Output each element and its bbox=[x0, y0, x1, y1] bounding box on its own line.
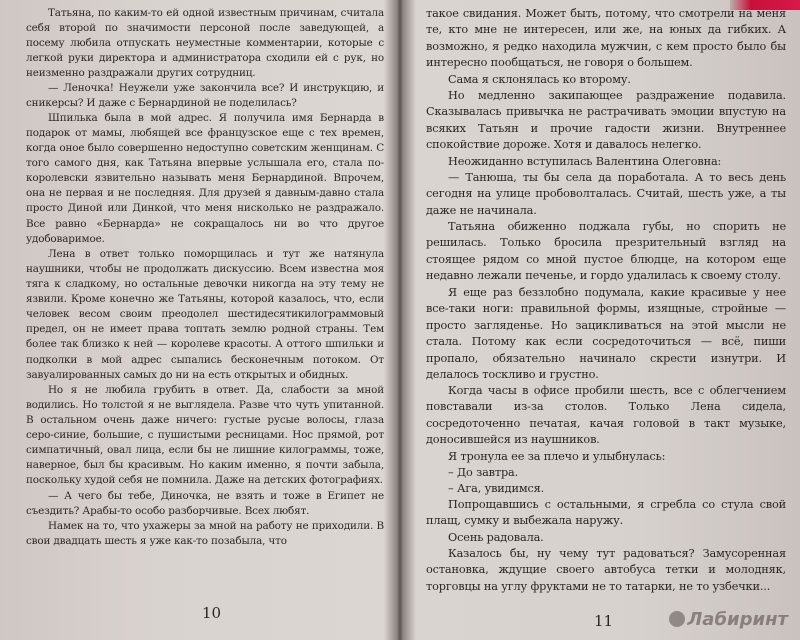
paragraph: Но я не любила грубить в ответ. Да, слабости за мной водились. Но толстой я не выглядела. Разве что чуть упитанной. В остальном очень даже ничего: густые русые волосы, глаза серо-синие, большие, с пушистыми ресницами. Нос прямой, рот симпатичный, овал лица, если бы не лишние килограммы, тоже, наверное, был бы красивым. Но каким именно, я почти забыла, поскольку худой себя не помнила. Даже на детских фотографиях. bbox=[26, 384, 384, 487]
paragraph: – Ага, увидимся. bbox=[448, 482, 545, 495]
page-number: 10 bbox=[202, 604, 222, 622]
paragraph: — Леночка! Неужели уже закончила все? И инструкцию, и сникерсы? И даже с Бернардиной не поделилась? bbox=[26, 82, 384, 110]
paragraph: Я еще раз беззлобно подумала, какие красивые у нее все-таки ноги: правильной формы, изящные, стройные — просто загляденье. Но зацикливаться на этой мысли не стала. Потому как если сосредоточиться — всё, пиши пропало, обязательно начинало скрести изнутри. И делалось тоскливо и грустно. bbox=[426, 286, 786, 381]
paragraph: — А чего бы тебе, Диночка, не взять и тоже в Египет не съездить? Арабы-то особо разборчивые. Всех любят. bbox=[26, 490, 384, 518]
paragraph: Осень радовала. bbox=[448, 531, 544, 544]
right-page bbox=[408, 0, 800, 640]
paragraph: — Танюша, ты бы села да поработала. А то весь день сегодня на улице пробоволталась. Считай, шесть уже, а ты даже не начинала. bbox=[426, 171, 786, 217]
paragraph: Намек на то, что ухажеры за мной на работу не приходили. В свои двадцать шесть я уже как-то позабыла, что bbox=[26, 520, 384, 548]
paragraph: Попрощавшись с остальными, я сгребла со стула свой плащ, сумку и выбежала наружу. bbox=[426, 498, 786, 528]
labirint-logo-icon bbox=[669, 611, 685, 627]
paragraph: такое свидания. Может быть, потому, что смотрели на меня те, кто мне не интересен, или же, на юных да гибких. А возможно, я редко находила мужчин, с кем просто было бы интересно пообщаться, не говоря о большем. bbox=[426, 7, 786, 70]
paragraph: Шпилька была в мой адрес. Я получила имя Бернарда в подарок от мамы, любящей все французское еще с тех времен, когда оное было совершенно недоступно советским женщинам. С того самого дня, как Татьяна впервые услышала его, стала по-королевски язвительно называть меня Бернардиной. Впрочем, она не первая и не последняя. Для друзей я давным-давно стала просто Диной или Динкой, что меня нисколько не раздражало. Все равно «Бернарда» не сокращалось ни во что другое удобоваримое. bbox=[26, 112, 384, 245]
paragraph: Но медленно закипающее раздражение подавила. Сказывалась привычка не растрачивать эмоции впустую на всяких Татьян и прочие гадости жизни. Внутреннее спокойствие дороже. Хотя и давалось нелегко. bbox=[426, 89, 786, 152]
paragraph: Я тронула ее за плечо и улыбнулась: bbox=[448, 450, 666, 463]
paragraph: Татьяна, по каким-то ей одной известным причинам, считала себя второй по значимости персоной после заведующей, а посему любила отпускать неуместные комментарии, которые с легкой руки директора и администратора сходили ей с рук, но неизменно раздражали других сотрудниц. bbox=[26, 7, 384, 80]
paragraph: Татьяна обиженно поджала губы, но спорить не решилась. Только бросила презрительный взгляд на стоящее рядом со мной пустое блюдце, на котором еще недавно лежали печенье, и гордо удалилась к своему столу. bbox=[426, 220, 786, 283]
paragraph: Сама я склонялась ко второму. bbox=[448, 73, 631, 86]
paragraph: Лена в ответ только поморщилась и тут же натянула наушники, чтобы не продолжать дискуссию. Всем известна моя тяга к сладкому, но остальные девочки никогда на эту тему не язвили. Кроме конечно же Татьяны, которой казалось, что, если человек весом своим преодолел шестидесятикилограммовый предел, он не имеет права топтать землю родной страны. Тем более так близко к ней — королеве красоты. А оттого шпильки и подколки в мой адрес сыпались бесконечным потоком. От завуалированных самых до ни на есть открытых и обидных. bbox=[26, 248, 384, 381]
paragraph: Неожиданно вступилась Валентина Олеговна: bbox=[448, 155, 722, 168]
left-page bbox=[8, 0, 396, 640]
paragraph: Казалось бы, ну чему тут радоваться? Замусоренная остановка, ждущие своего автобуса тетки и молодняк, торговцы на углу фруктами не то татарки, не то узбечки... bbox=[426, 547, 786, 593]
paragraph: – До завтра. bbox=[448, 466, 519, 479]
page-number: 11 bbox=[594, 612, 614, 630]
watermark: Лабиринт bbox=[669, 609, 788, 630]
paragraph: Когда часы в офисе пробили шесть, все с облегчением повставали из-за столов. Только Лена сидела, сосредоточенно печатая, качая головой в такт музыке, доносившейся из наушников. bbox=[426, 384, 786, 447]
